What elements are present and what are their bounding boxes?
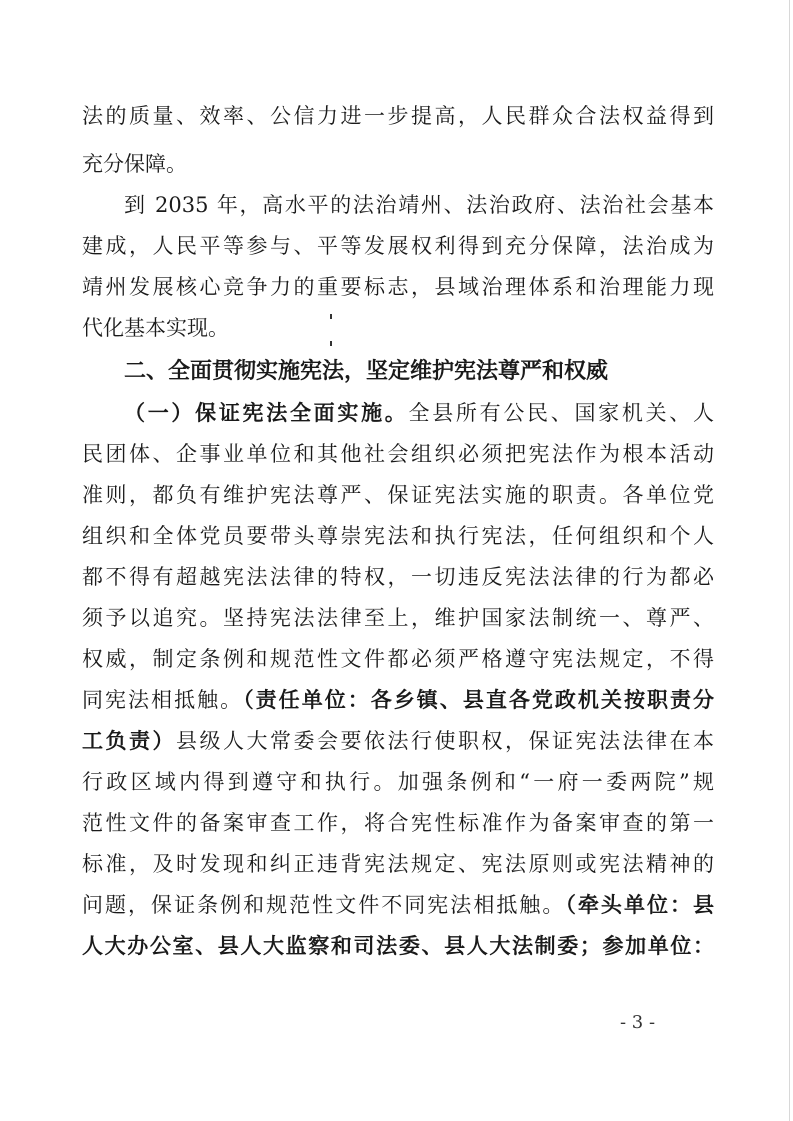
body-line: [82, 687, 714, 713]
body-line: [82, 728, 714, 754]
body-line: 都不得有超越宪法法律的特权，一切违反宪法法律的行为都必: [82, 565, 714, 589]
body-line: [124, 400, 714, 426]
body-line: 民团体、企事业单位和其他社会组织必须把宪法作为根本活动: [82, 442, 714, 466]
scan-mark: [330, 341, 332, 346]
responsible-unit-note: 工负责）: [82, 729, 176, 753]
body-line: 靖州发展核心竞争力的重要标志，县域治理体系和治理能力现: [82, 275, 714, 299]
body-line: [82, 892, 714, 918]
lead-unit-note: （牵头单位：县: [565, 893, 715, 917]
body-line: 建成，人民平等参与、平等发展权利得到充分保障，法治成为: [82, 234, 714, 258]
scan-mark: [330, 314, 332, 319]
subsection-title: （一）保证宪法全面实施。: [124, 401, 409, 425]
section-heading: 二、全面贯彻实施宪法，坚定维护宪法尊严和权威: [124, 359, 609, 384]
body-text: 同宪法相抵触。: [82, 688, 244, 712]
body-line: 准则，都负有维护宪法尊严、保证宪法实施的职责。各单位党: [82, 483, 714, 507]
body-line: 须予以追究。坚持宪法法律至上，维护国家法制统一、尊严、: [82, 606, 714, 630]
body-text: 问题，保证条例和规范性文件不同宪法相抵触。: [82, 893, 566, 917]
page-number: - 3 -: [620, 1012, 656, 1033]
lead-unit-note: 人大办公室、县人大监察和司法委、县人大法制委；参加单位：: [82, 934, 714, 958]
body-line: 范性文件的备案审查工作，将合宪性标准作为备案审查的第一: [82, 811, 714, 835]
body-line: 代化基本实现。: [82, 316, 229, 340]
body-line: 充分保障。: [82, 152, 187, 176]
body-line: 行政区域内得到遵守和执行。加强条例和“一府一委两院”规: [82, 770, 714, 794]
body-text: 全县所有公民、国家机关、人: [408, 401, 714, 425]
page-edge: [789, 0, 790, 1121]
body-line: 标准，及时发现和纠正违背宪法规定、宪法原则或宪法精神的: [82, 852, 714, 876]
body-line: 到 2035 年，高水平的法治靖州、法治政府、法治社会基本: [124, 193, 714, 217]
responsible-unit-note: （责任单位：各乡镇、县直各党政机关按职责分: [243, 688, 715, 712]
body-text: 县级人大常委会要依法行使职权，保证宪法法律在本: [176, 729, 714, 753]
body-line: 权威，制定条例和规范性文件都必须严格遵守宪法规定，不得: [82, 647, 714, 671]
body-line: 法的质量、效率、公信力进一步提高，人民群众合法权益得到: [82, 104, 714, 128]
body-line: 组织和全体党员要带头尊崇宪法和执行宪法，任何组织和个人: [82, 524, 714, 548]
